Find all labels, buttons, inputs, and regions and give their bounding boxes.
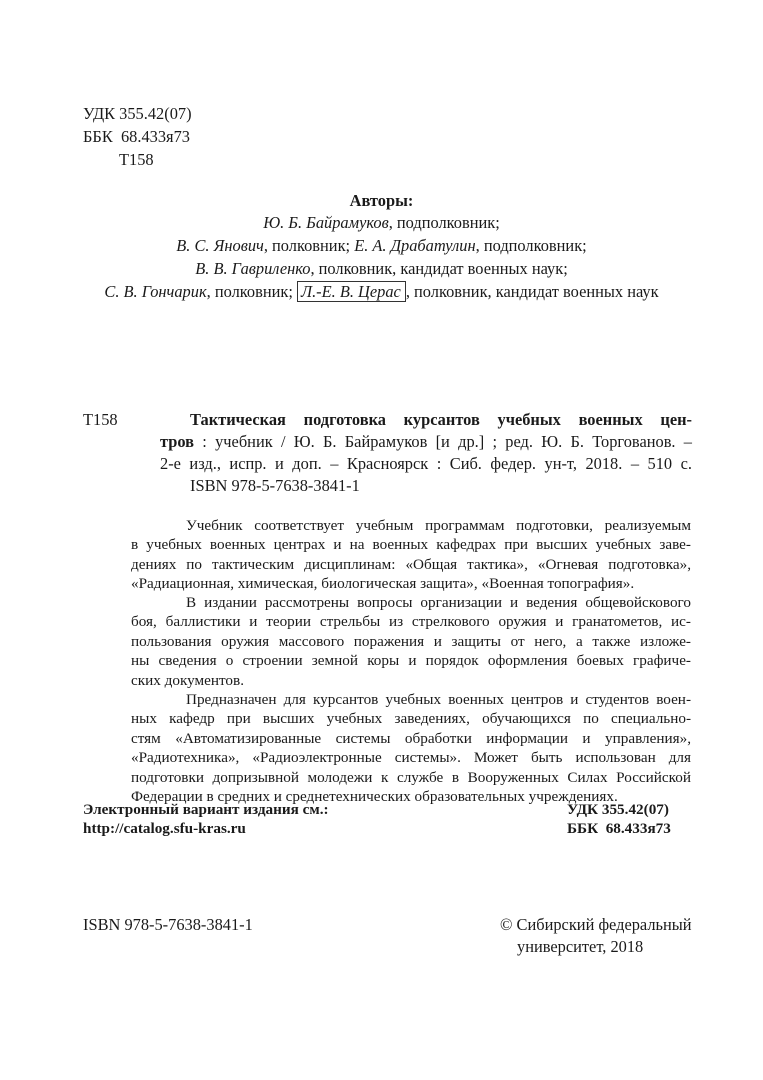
book-title: Тактическая подготовка курсантов учебных военных цен- bbox=[190, 410, 692, 429]
text-line: боя, баллистики и теории стрельбы из стрелкового оружия и гранатометов, ис- bbox=[131, 613, 691, 631]
author-name: В. С. Янович bbox=[176, 236, 264, 255]
bbk-code: ББК 68.433я73 bbox=[83, 127, 190, 146]
copyright-line-2: университет, 2018 bbox=[517, 937, 644, 956]
bib-sign: Т158 bbox=[83, 410, 118, 429]
text-line: в учебных военных центрах и на военных кафедрах при высших учебных заве- bbox=[131, 536, 691, 554]
catalog-link[interactable]: http://catalog.sfu-kras.ru bbox=[83, 820, 246, 837]
text-line: ных кафедр при высших учебных заведениях, обучающихся по специально- bbox=[131, 710, 691, 728]
annotation-paragraph-2 bbox=[131, 593, 691, 690]
author-line-3 bbox=[0, 259, 763, 278]
author-line-1 bbox=[0, 213, 763, 232]
bib-line-3: 2-е изд., испр. и доп. – Красноярск : Сиб. федер. ун-т, 2018. – 510 с. bbox=[160, 454, 692, 473]
author-role: , полковник, кандидат военных наук; bbox=[310, 259, 568, 278]
footer-isbn: ISBN 978-5-7638-3841-1 bbox=[83, 915, 253, 934]
authors-heading: Авторы: bbox=[349, 191, 414, 210]
author-name: В. В. Гавриленко bbox=[195, 259, 311, 278]
author-name: С. В. Гончарик bbox=[104, 282, 207, 301]
author-name: Е. А. Драбатулин bbox=[354, 236, 476, 255]
bib-line-2 bbox=[160, 432, 692, 451]
text-line: «Радиотехника», «Радиоэлектронные системы». Может быть использован для bbox=[131, 749, 691, 767]
annotation-paragraph-3 bbox=[131, 690, 691, 806]
text-line: подготовки допризывной молодежи к службе в Вооруженных Силах Российской bbox=[131, 768, 691, 786]
author-role: , полковник, кандидат военных наук bbox=[405, 282, 659, 301]
author-role: , подполковник; bbox=[475, 236, 587, 255]
bbk-code-bottom: ББК 68.433я73 bbox=[567, 820, 671, 837]
bib-title-line bbox=[190, 410, 692, 429]
book-title-continued: тров bbox=[160, 432, 195, 451]
author-name: Ю. Б. Байрамуков bbox=[263, 213, 389, 232]
text-line: В издании рассмотрены вопросы организации и ведения общевойскового bbox=[186, 594, 691, 611]
author-role: , подполковник; bbox=[388, 213, 500, 232]
author-sign: Т158 bbox=[119, 150, 154, 169]
text-line: «Радиационная, химическая, биологическая защита», «Военная топография». bbox=[131, 575, 635, 593]
text-line: ны сведения о строении земной коры и порядок оформления боевых графиче- bbox=[131, 652, 691, 670]
bib-isbn: ISBN 978-5-7638-3841-1 bbox=[190, 476, 360, 495]
text-line: стям «Автоматизированные системы обработки информации и управления», bbox=[131, 729, 691, 747]
text-line: ских документов. bbox=[131, 671, 244, 689]
udk-code: УДК 355.42(07) bbox=[83, 104, 192, 123]
author-line-4 bbox=[0, 282, 763, 301]
bib-details: : учебник / Ю. Б. Байрамуков [и др.] ; ред. Ю. Б. Торгованов. – bbox=[194, 432, 692, 451]
annotation-paragraph-1 bbox=[131, 516, 691, 594]
author-name-mourning-frame: Л.-Е. В. Церас bbox=[297, 281, 406, 302]
author-role: , полковник; bbox=[206, 282, 297, 301]
text-line: дениях по тактическим дисциплинам: «Общая тактика», «Огневая подготовка», bbox=[131, 555, 691, 573]
udk-code-bottom: УДК 355.42(07) bbox=[567, 801, 669, 818]
copyright-line-1: © Сибирский федеральный bbox=[500, 915, 692, 934]
text-line: Федерации в средних и среднетехнических образовательных учреждениях. bbox=[131, 787, 618, 805]
author-role: , полковник; bbox=[263, 236, 355, 255]
author-line-2 bbox=[0, 236, 763, 255]
text-line: Предназначен для курсантов учебных военных центров и студентов воен- bbox=[186, 691, 691, 708]
electronic-version-label: Электронный вариант издания см.: bbox=[83, 801, 329, 818]
text-line: Учебник соответствует учебным программам подготовки, реализуемым bbox=[186, 517, 691, 534]
text-line: пользования оружия массового поражения и защиты от него, а также изложе- bbox=[131, 632, 691, 650]
